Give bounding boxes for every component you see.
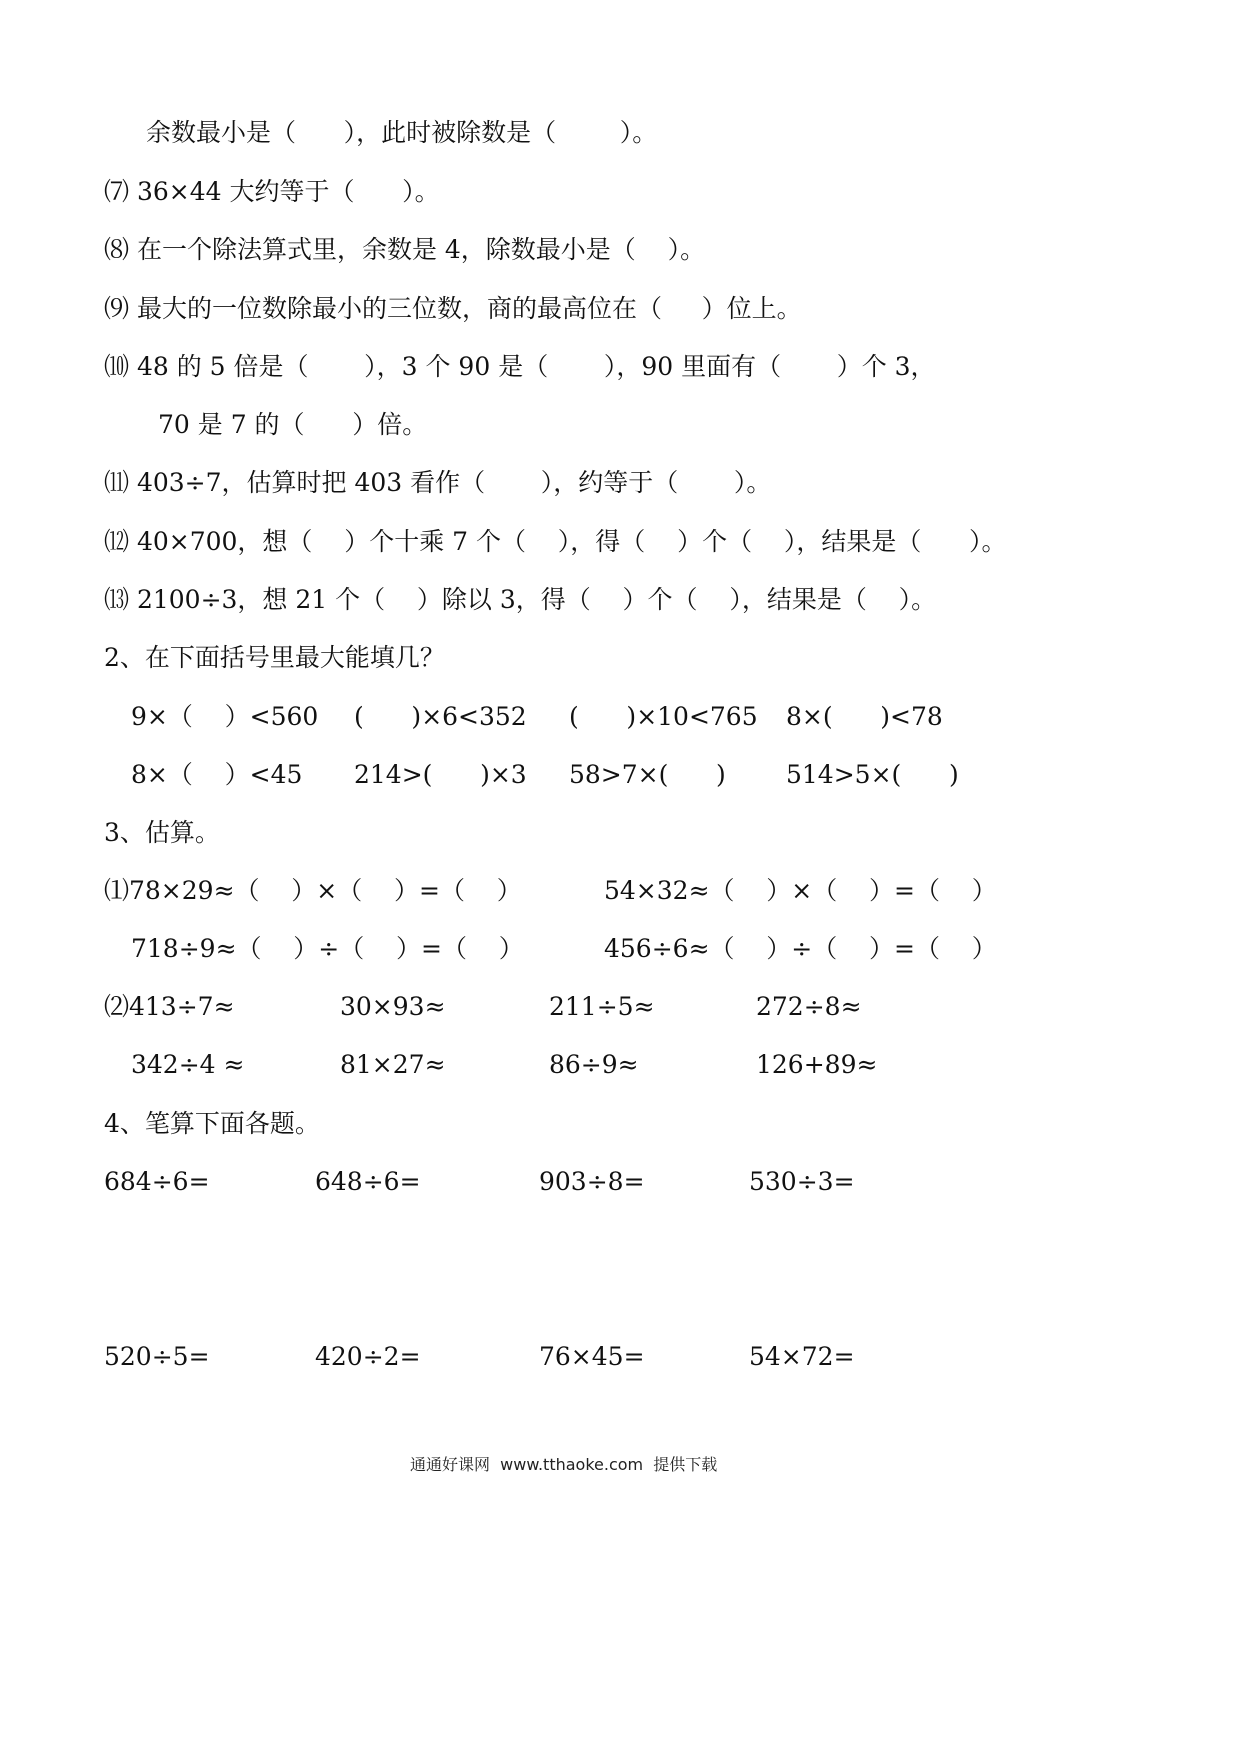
estimate-item: 30×93≈ bbox=[340, 992, 446, 1021]
estimate-item: 272÷8≈ bbox=[756, 992, 862, 1021]
calc-item: 903÷8= bbox=[539, 1167, 645, 1196]
question-8: ⑻ 在一个除法算式里，余数是 4，除数最小是（ ）。 bbox=[104, 235, 706, 264]
question-13: ⒀ 2100÷3，想 21 个（ ）除以 3，得（ ）个（ ），结果是（ ）。 bbox=[104, 585, 937, 614]
fill-item: 8×( )<78 bbox=[786, 702, 943, 731]
section-3-title: 3、估算。 bbox=[104, 818, 220, 847]
calc-item: 520÷5= bbox=[104, 1342, 210, 1371]
estimate-item: 54×32≈（ ）×（ ）=（ ） bbox=[604, 876, 997, 905]
estimate-item: 342÷4 ≈ bbox=[131, 1050, 245, 1079]
question-12: ⑿ 40×700，想（ ）个十乘 7 个（ ），得（ ）个（ ），结果是（ ）。 bbox=[104, 527, 1007, 556]
section-4-title: 4、笔算下面各题。 bbox=[104, 1109, 320, 1138]
fill-item: 214>( )×3 bbox=[354, 760, 527, 789]
question-11: ⑾ 403÷7，估算时把 403 看作（ ），约等于（ ）。 bbox=[104, 468, 772, 497]
question-7: ⑺ 36×44 大约等于（ ）。 bbox=[104, 177, 440, 206]
estimate-item: 81×27≈ bbox=[340, 1050, 446, 1079]
calc-item: 684÷6= bbox=[104, 1167, 210, 1196]
fill-item: 514>5×( ) bbox=[786, 760, 959, 789]
estimate-item: 718÷9≈（ ）÷（ ）=（ ） bbox=[131, 934, 524, 963]
estimate-item: 86÷9≈ bbox=[549, 1050, 639, 1079]
page-footer: 通通好课网 www.tthaoke.com 提供下载 bbox=[410, 1455, 718, 1474]
fill-item: 58>7×( ) bbox=[569, 760, 726, 789]
question-6-continuation: 余数最小是（ ），此时被除数是（ ）。 bbox=[146, 118, 658, 147]
estimate-item: ⑵413÷7≈ bbox=[104, 992, 235, 1021]
calc-item: 530÷3= bbox=[749, 1167, 855, 1196]
question-10-line2: 70 是 7 的（ ）倍。 bbox=[158, 410, 428, 439]
calc-item: 420÷2= bbox=[315, 1342, 421, 1371]
calc-item: 54×72= bbox=[749, 1342, 855, 1371]
estimate-item: ⑴78×29≈（ ）×（ ）=（ ） bbox=[104, 876, 522, 905]
fill-item: 8×（ ）<45 bbox=[131, 760, 303, 789]
question-10-line1: ⑽ 48 的 5 倍是（ ），3 个 90 是（ ），90 里面有（ ）个 3， bbox=[104, 352, 936, 381]
fill-item: ( )×6<352 bbox=[354, 702, 527, 731]
estimate-item: 456÷6≈（ ）÷（ ）=（ ） bbox=[604, 934, 997, 963]
calc-item: 648÷6= bbox=[315, 1167, 421, 1196]
calc-item: 76×45= bbox=[539, 1342, 645, 1371]
section-2-title: 2、在下面括号里最大能填几？ bbox=[104, 643, 445, 672]
fill-item: ( )×10<765 bbox=[569, 702, 758, 731]
question-9: ⑼ 最大的一位数除最小的三位数，商的最高位在（ ）位上。 bbox=[104, 294, 802, 323]
estimate-item: 126+89≈ bbox=[756, 1050, 878, 1079]
fill-item: 9×（ ）<560 bbox=[131, 702, 319, 731]
estimate-item: 211÷5≈ bbox=[549, 992, 655, 1021]
